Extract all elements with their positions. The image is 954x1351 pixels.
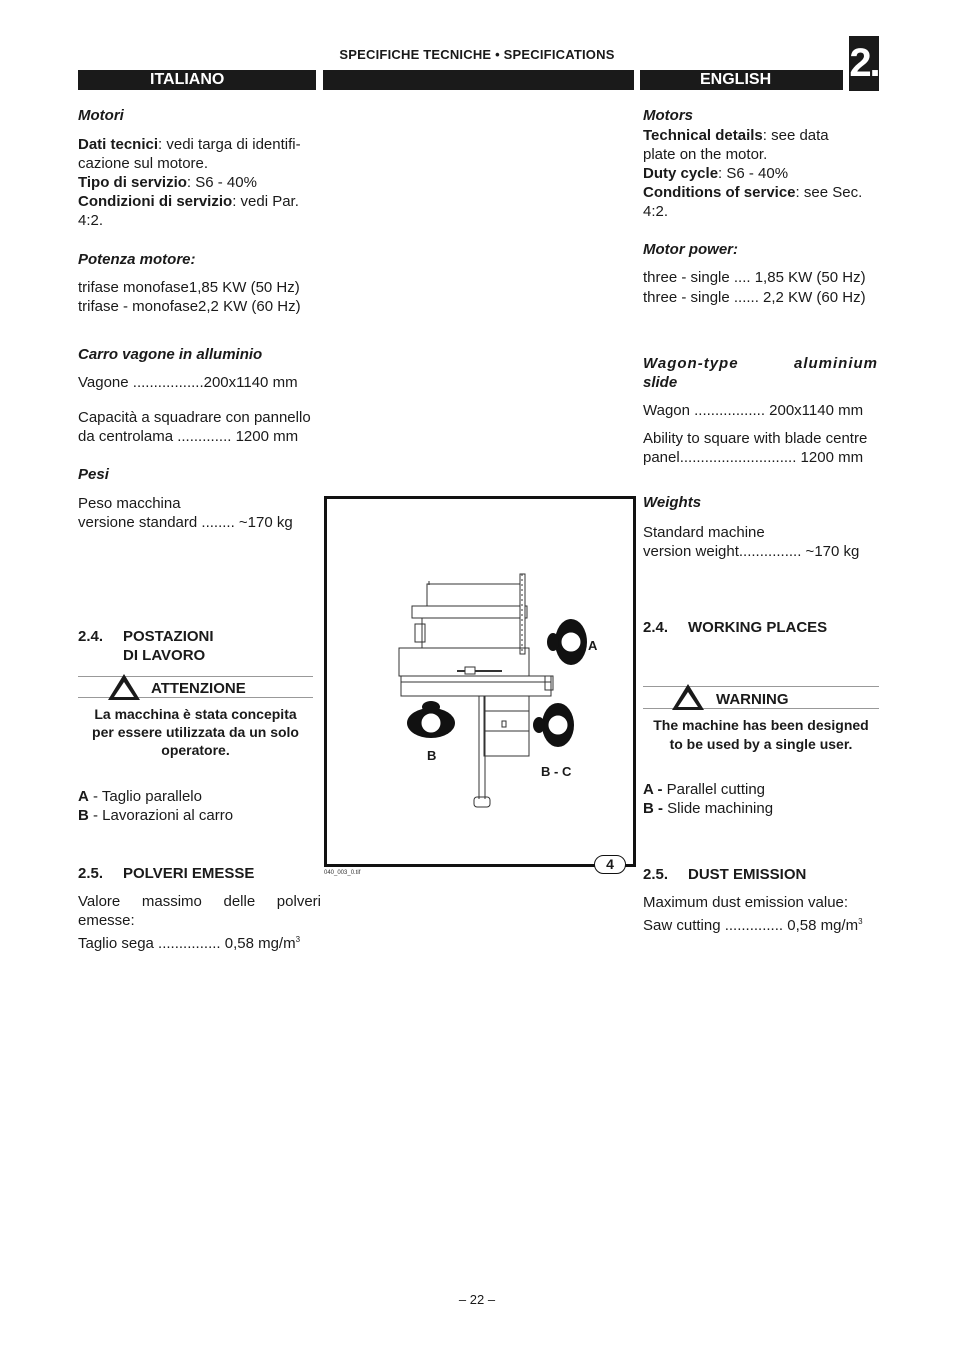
- machine-top-rail: [412, 606, 527, 618]
- it-item-a: [78, 787, 202, 806]
- figure-filename: 040_003_0.tif: [324, 870, 361, 876]
- en-ability-line2: panel............................ 1200 mm: [643, 449, 864, 466]
- en-dust-line2: [643, 912, 863, 935]
- it-sec24-title2: DI LAVORO: [123, 647, 206, 664]
- it-att-text2: per essere utilizzata da un solo: [92, 724, 299, 740]
- it-carro-title: Carro vagone in alluminio: [78, 346, 263, 363]
- extension-foot: [474, 797, 490, 807]
- operator-b-icon: [407, 701, 455, 738]
- figure-label-bc: B - C: [541, 764, 572, 779]
- it-capacita-line2: da centrolama ............. 1200 mm: [78, 428, 299, 445]
- en-power-title: Motor power:: [643, 241, 738, 258]
- machine-top-view-drawing: [327, 499, 633, 864]
- it-sec25-num: 2.5.: [78, 865, 104, 882]
- it-sec24-num: 2.4.: [78, 628, 104, 645]
- carriage-end-stop: [545, 676, 553, 690]
- en-sec24-heading: [643, 618, 827, 637]
- figure-label-a: A: [588, 638, 598, 653]
- it-cond-text2: 4:2.: [78, 212, 104, 229]
- en-tech-label: Technical details: [643, 127, 763, 144]
- en-cond-label: Conditions of service: [643, 184, 796, 201]
- figure-label-b: B: [427, 748, 437, 763]
- en-duty-text: : S6 - 40%: [718, 165, 789, 182]
- en-tech-text1: : see data: [762, 127, 829, 144]
- it-motori-title: Motori: [78, 107, 124, 124]
- en-wagon: Wagon ................. 200x1140 mm: [643, 402, 864, 419]
- machine-side-box: [415, 624, 425, 642]
- en-ability-line1: Ability to square with blade centre: [643, 430, 868, 447]
- chapter-number: 2.: [849, 36, 879, 91]
- en-weight-line2: version weight............... ~170 kg: [643, 543, 860, 560]
- en-tech-text2: plate on the motor.: [643, 146, 768, 163]
- it-b-label: B: [78, 807, 89, 824]
- it-sec25-title: POLVERI EMESSE: [123, 865, 255, 882]
- en-sec25-title: DUST EMISSION: [688, 866, 807, 883]
- it-tipo-label: Tipo di servizio: [78, 174, 187, 191]
- it-b-text: - Lavorazioni al carro: [88, 807, 234, 824]
- en-wagon-title: [643, 354, 878, 392]
- en-power-line2: three - single ...... 2,2 KW (60 Hz): [643, 289, 866, 306]
- it-capacita-line1: Capacità a squadrare con pannello: [78, 409, 311, 426]
- it-dati-text2: cazione sul motore.: [78, 155, 209, 172]
- en-dust-line1: Maximum dust emission value:: [643, 894, 849, 911]
- en-sec24-title: WORKING PLACES: [688, 619, 828, 636]
- en-b-text: Slide machining: [663, 800, 774, 817]
- en-sec25-num: 2.5.: [643, 866, 669, 883]
- it-cond-text1: : vedi Par.: [232, 193, 299, 210]
- en-dust-line2-text: Saw cutting .............. 0,58 mg/m: [643, 917, 859, 934]
- it-potenza-title: Potenza motore:: [78, 251, 196, 268]
- it-item-b: [78, 806, 233, 825]
- en-power-line1: three - single .... 1,85 KW (50 Hz): [643, 269, 866, 286]
- en-wagon-title2: slide: [643, 374, 678, 391]
- en-dust-sup: 3: [858, 917, 863, 926]
- lang-bar-english: [640, 70, 843, 90]
- it-warning-text: [78, 705, 313, 759]
- en-warn-text2: to be used by a single user.: [669, 736, 853, 752]
- en-wagon-title1: Wagon-type aluminium: [643, 355, 878, 372]
- it-peso-line1: Peso macchina: [78, 495, 181, 512]
- it-a-text: - Taglio parallelo: [88, 788, 202, 805]
- en-a-label: A -: [643, 781, 663, 798]
- en-cond-text2: 4:2.: [643, 203, 669, 220]
- it-polveri-sup: 3: [295, 935, 301, 944]
- it-tipo-text: : S6 - 40%: [186, 174, 257, 191]
- en-b-label: B -: [643, 800, 663, 817]
- en-cond-text1: : see Sec.: [795, 184, 863, 201]
- page-header-title: SPECIFICHE TECNICHE • SPECIFICATIONS: [339, 47, 615, 62]
- en-motors-block: [643, 126, 883, 221]
- en-warning-label: WARNING: [716, 691, 789, 708]
- en-item-b: [643, 799, 773, 818]
- it-polveri-line2: emesse:: [78, 912, 135, 929]
- it-pesi-title: Pesi: [78, 466, 109, 483]
- it-sec24-heading: [78, 627, 214, 665]
- en-warning-triangle-icon: [671, 683, 705, 711]
- lang-label-english: ENGLISH: [700, 71, 772, 88]
- en-motors-title: Motors: [643, 107, 693, 124]
- sliding-carriage: [401, 676, 551, 696]
- en-weights-title: Weights: [643, 494, 702, 511]
- page-number: – 22 –: [458, 1292, 496, 1307]
- it-potenza-line2: trifase - monofase2,2 KW (60 Hz): [78, 298, 301, 315]
- en-item-a: [643, 780, 765, 799]
- it-polveri-block: [78, 892, 321, 953]
- it-sec24-title1: POSTAZIONI: [123, 628, 214, 645]
- it-attenzione-label: ATTENZIONE: [151, 680, 246, 697]
- figure-number-badge: 4: [594, 855, 626, 874]
- it-peso-line2: versione standard ........ ~170 kg: [78, 514, 293, 531]
- it-potenza-line1: trifase monofase1,85 KW (50 Hz): [78, 279, 300, 296]
- it-cond-label: Condizioni di servizio: [78, 193, 233, 210]
- it-a-label: A: [78, 788, 89, 805]
- en-a-text: Parallel cutting: [662, 781, 766, 798]
- en-warn-text1: The machine has been designed: [653, 717, 869, 733]
- operator-bc-icon: [533, 703, 574, 747]
- en-warning-text: [643, 716, 879, 754]
- figure-frame: [324, 496, 636, 867]
- it-motori-block: [78, 135, 323, 230]
- it-dati-label: Dati tecnici: [78, 136, 159, 153]
- it-att-text1: La macchina è stata concepita: [94, 706, 297, 722]
- machine-upper-block: [427, 584, 522, 606]
- lang-bar-middle: [323, 70, 634, 90]
- en-duty-label: Duty cycle: [643, 165, 719, 182]
- operator-a-icon: [547, 619, 587, 665]
- en-sec24-num: 2.4.: [643, 619, 669, 636]
- it-dati-text1: : vedi targa di identifi-: [158, 136, 301, 153]
- it-att-text3: operatore.: [161, 742, 230, 758]
- en-sec25-heading: [643, 865, 806, 884]
- machine-body: [422, 618, 522, 648]
- it-warning-triangle-icon: [107, 673, 141, 701]
- it-vagone: Vagone .................200x1140 mm: [78, 374, 298, 391]
- lang-label-italian: ITALIANO: [150, 71, 225, 88]
- it-polveri-line1: Valore massimo delle polveri: [78, 893, 321, 910]
- it-sec25-heading: [78, 864, 254, 883]
- lang-bar-italian: [78, 70, 316, 90]
- it-polveri-line3: Taglio sega ............... 0,58 mg/m: [78, 935, 296, 952]
- en-weight-line1: Standard machine: [643, 524, 765, 541]
